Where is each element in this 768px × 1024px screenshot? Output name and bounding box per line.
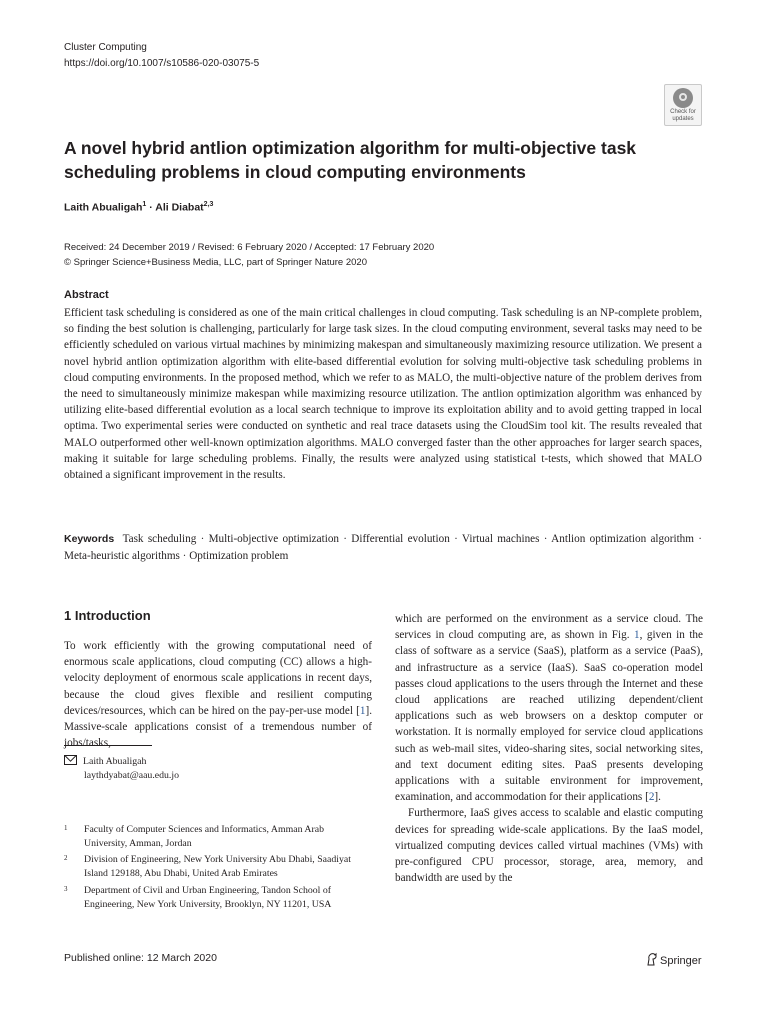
- citation-link[interactable]: 2: [648, 791, 655, 804]
- affiliation-number: 3: [64, 885, 68, 893]
- author-name[interactable]: Laith Abualigah: [64, 201, 143, 214]
- affiliation-text: Division of Engineering, New York University Abu Dhabi, Saadiyat Island 129188, Abu Dhabi, United Arab Emirates: [84, 854, 351, 879]
- badge-line-1: Check for: [670, 109, 696, 115]
- affiliation-item: [64, 853, 364, 881]
- check-for-updates-badge[interactable]: [664, 84, 702, 126]
- publisher-logo: [646, 952, 702, 967]
- figure-link[interactable]: 1: [634, 629, 640, 642]
- envelope-icon: [64, 755, 77, 765]
- badge-line-2: updates: [672, 116, 694, 122]
- paper-title: A novel hybrid antlion optimization algorithm for multi-objective task scheduling problems in cloud computing environments: [64, 138, 637, 182]
- abstract-text: Efficient task scheduling is considered as one of the main critical challenges in cloud computing. Task scheduling is an NP-complete problem, so finding the best solution is challenging, particularly for large task sizes. In the cloud computing environment, several tasks may need to be efficiently scheduled on various virtual machines by minimizing makespan and simultaneously maximizing resource utilization. We present a novel hybrid antlion optimization algorithm with elite-based differential evolution for solving multi-objective task scheduling problems in cloud computing environments. In the proposed method, which we refer to as MALO, the multi-objective nature of the problem derives from the need to simultaneously minimize makespan while maximizing resource utilization. The antlion optimization algorithm was enhanced by utilizing elite-based differential evolution as a local search technique to improve its exploitation ability and to avoid getting trapped in local optima. Two experimental series were conducted on synthetic and real trace datasets using the CloudSim tool kit. The results revealed that MALO outperformed other well-known optimization algorithms. MALO converged faster than the other approaches for larger search spaces, making it suitable for large scheduling problems. Finally, the results were analyzed using statistical t-tests, which showed that MALO obtained a significant improvement in the results.: [64, 307, 702, 482]
- corresponding-author: [64, 755, 374, 783]
- keywords-list: Task scheduling · Multi-objective optimization · Differential evolution · Virtual machines · Antlion optimization algorithm · Meta-heuristic algorithms · Optimization problem: [64, 533, 702, 562]
- affiliation-number: 2: [64, 854, 68, 862]
- contact-email[interactable]: laythdyabat@aau.edu.jo: [84, 770, 179, 781]
- author-affiliation-ref: 2,3: [203, 201, 214, 208]
- doi-link[interactable]: https://doi.org/10.1007/s10586-020-03075-5: [64, 58, 260, 69]
- affiliation-number: 1: [64, 824, 68, 832]
- published-online-date: Published online: 12 March 2020: [64, 952, 217, 964]
- affiliation-item: [64, 884, 364, 912]
- author-separator: ·: [146, 201, 156, 214]
- intro-left-column: [64, 638, 372, 751]
- publication-history: [64, 240, 434, 270]
- copyright-line: © Springer Science+Business Media, LLC, part of Springer Nature 2020: [64, 257, 367, 268]
- intro-text: ].: [654, 791, 661, 804]
- intro-text: ]. Massive-scale applications consist of a tremendous number of jobs/tasks,: [64, 704, 372, 750]
- affiliation-text: Department of Civil and Urban Engineering, Tandon School of Engineering, New York University, Brooklyn, NY 11201, USA: [84, 885, 332, 910]
- intro-paragraph: [64, 638, 372, 751]
- affiliation-text: Faculty of Computer Sciences and Informatics, Amman Arab University, Amman, Jordan: [84, 824, 324, 849]
- keywords-label: Keywords: [64, 533, 115, 545]
- journal-header: [64, 40, 259, 72]
- intro-text: To work efficiently with the growing computational need of enormous scale applications, cloud computing (CC) allows a high-velocity deployment of enormous scale applications in recent days, because the cloud gives flexible and resilient computing devices/resources, which can be hired on the pay-per-use model [: [64, 640, 372, 717]
- intro-paragraph: [395, 611, 703, 805]
- author-list: [64, 201, 213, 214]
- keywords: [64, 531, 702, 564]
- author-affiliation-ref: 1: [142, 201, 147, 208]
- crossmark-icon: [673, 88, 693, 108]
- footnote-divider: [64, 745, 152, 746]
- intro-right-column: [395, 611, 703, 886]
- section-heading-introduction: 1 Introduction: [64, 608, 151, 623]
- intro-paragraph: Furthermore, IaaS gives access to scalable and elastic computing devices for spreading wide-scale applications. By the IaaS model, virtualized computing devices called virtual machines (VMs) with pre-configured CPU processor, storage, area, memory, and bandwidth are used by the: [395, 807, 703, 885]
- publisher-name: Springer: [660, 955, 702, 967]
- received-dates: Received: 24 December 2019 / Revised: 6 February 2020 / Accepted: 17 February 2020: [64, 242, 435, 253]
- contact-name: Laith Abualigah: [83, 756, 147, 767]
- intro-text: , given in the class of software as a service (SaaS), platform as a service (PaaS), and infrastructure as a service (IaaS). SaaS co-operation model passes cloud applications to the users through the Internet and these cloud applications are reached utilizing dependent/client applications such as web browsers on a desktop computer or workstation. It is normally employed for service cloud applications such as web-mail sites, video-sharing sites, social networking sites, and text document editing sites. PaaS presents developing applications with a suitable environment for improvement, examination, and accommodation for their applications [: [395, 629, 703, 804]
- author-name[interactable]: Ali Diabat: [155, 201, 204, 214]
- springer-horse-icon: [646, 952, 658, 966]
- affiliation-item: [64, 823, 364, 851]
- abstract-heading: Abstract: [64, 289, 109, 301]
- journal-name: Cluster Computing: [64, 42, 147, 53]
- intro-text: which are performed on the environment as a service cloud. The services in cloud computing are, as shown in Fig.: [395, 613, 703, 642]
- citation-link[interactable]: 1: [359, 704, 366, 717]
